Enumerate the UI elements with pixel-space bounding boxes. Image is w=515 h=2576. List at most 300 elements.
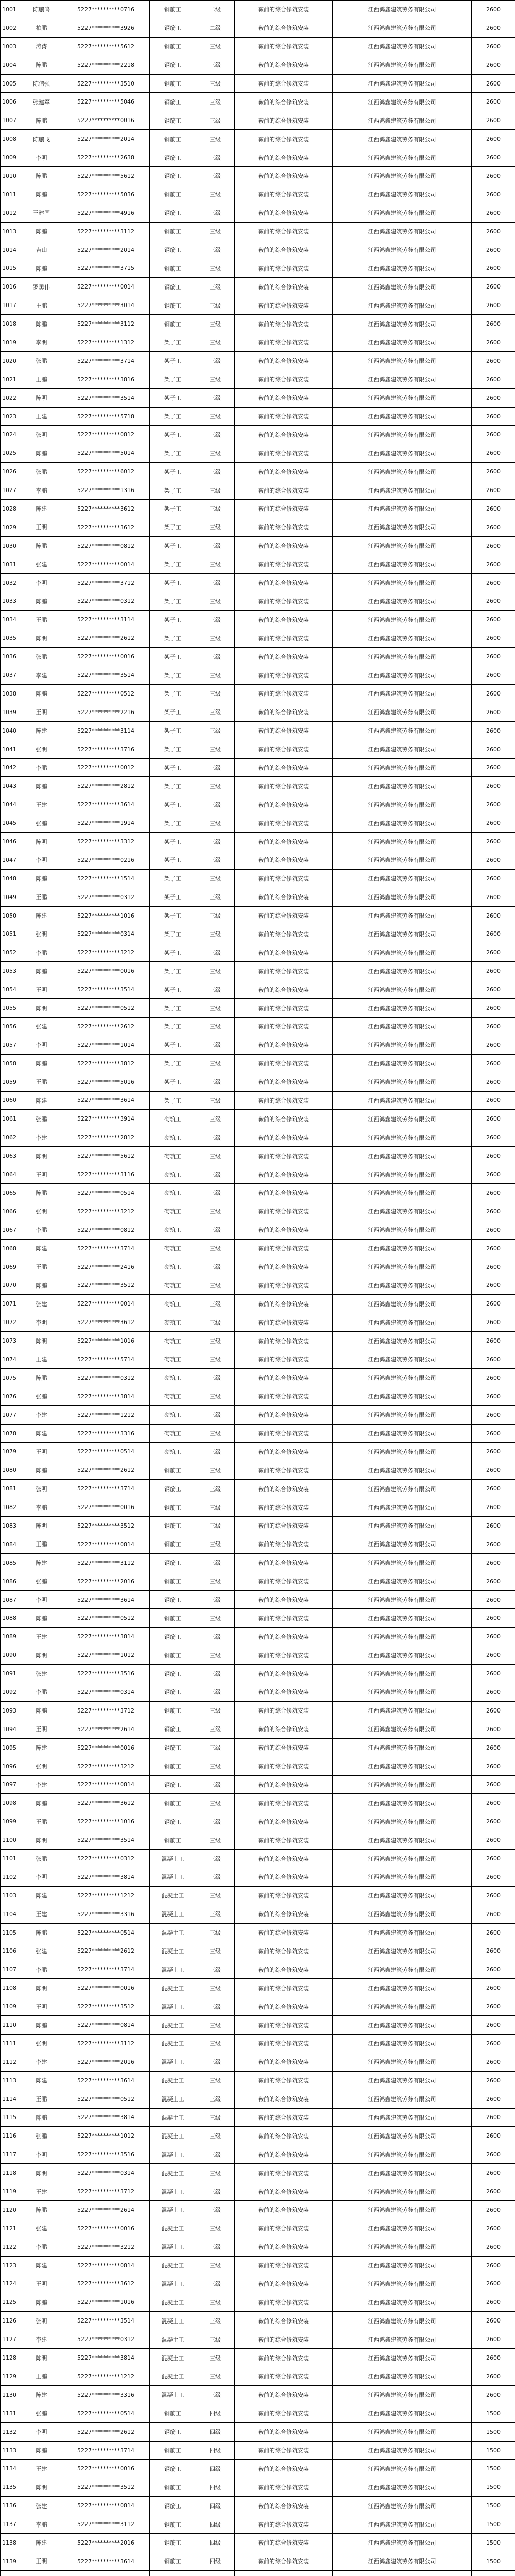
id-number-cell: 5227**********2612 [62, 2422, 150, 2441]
id-number-cell: 5227**********0814 [62, 1535, 150, 1553]
table-row [1, 167, 515, 185]
subsidy-cell: 2600 [472, 1609, 515, 1628]
name-cell: 陈明 [21, 1831, 62, 1850]
name-cell: 陈鹏 [21, 167, 62, 185]
training-program-cell: 鞍前的综合修筑安装 [235, 2404, 333, 2422]
row-number-cell: 1096 [1, 1757, 21, 1775]
row-number-cell: 1128 [1, 2349, 21, 2367]
subsidy-cell: 2600 [472, 1110, 515, 1128]
row-number-cell: 1108 [1, 1979, 21, 1997]
trade-cell: 钢筋工 [150, 241, 196, 259]
subsidy-cell: 2600 [472, 2385, 515, 2404]
id-number-cell: 5227**********1016 [62, 1332, 150, 1350]
row-number-cell: 1126 [1, 2312, 21, 2330]
company-cell: 江西鸿鑫建筑劳务有限公司 [333, 2422, 472, 2441]
training-program-cell: 鞍前的综合修筑安装 [235, 2515, 333, 2534]
trade-cell: 架子工 [150, 573, 196, 592]
name-cell: 陈明 [21, 999, 62, 1018]
training-program-cell: 鞍前的综合修筑安装 [235, 2385, 333, 2404]
name-cell: 李鹏 [21, 481, 62, 500]
trade-cell: 架子工 [150, 740, 196, 758]
name-cell: 张鹏 [21, 648, 62, 666]
grade-cell: 三级 [196, 814, 235, 833]
id-number-cell: 5227**********0016 [62, 962, 150, 980]
name-cell: 陈鹏 [21, 1276, 62, 1295]
trade-cell: 架子工 [150, 906, 196, 925]
row-number-cell: 1103 [1, 1886, 21, 1905]
id-number-cell: 5227**********0814 [62, 2016, 150, 2035]
trade-cell: 钢筋工 [150, 2441, 196, 2460]
name-cell: 陈鹏 [21, 1923, 62, 1942]
grade-cell: 三级 [196, 1886, 235, 1905]
grade-cell: 三级 [196, 56, 235, 74]
name-cell: 张建 [21, 1665, 62, 1683]
grade-cell: 三级 [196, 1368, 235, 1387]
trade-cell: 钢筋工 [150, 1628, 196, 1646]
company-cell: 江西鸿鑫建筑劳务有限公司 [333, 1850, 472, 1868]
grade-cell: 三级 [196, 1165, 235, 1184]
id-number-cell: 5227**********0016 [62, 1738, 150, 1757]
grade-cell: 三级 [196, 740, 235, 758]
grade-cell: 三级 [196, 388, 235, 407]
grade-cell: 三级 [196, 1258, 235, 1276]
subsidy-cell: 2600 [472, 2145, 515, 2164]
trade-cell: 架子工 [150, 833, 196, 851]
subsidy-cell: 2600 [472, 1812, 515, 1831]
name-cell: 陈鹏鸣 [21, 1, 62, 19]
table-row [1, 148, 515, 167]
table-row [1, 611, 515, 629]
subsidy-cell: 1500 [472, 2404, 515, 2422]
name-cell: 罗勇伟 [21, 278, 62, 296]
row-number-cell: 1125 [1, 2293, 21, 2312]
id-number-cell: 5227**********1016 [62, 2293, 150, 2312]
training-program-cell: 鞍前的综合修筑安装 [235, 536, 333, 555]
id-number-cell: 5227**********0016 [62, 111, 150, 130]
company-cell: 江西鸿鑫建筑劳务有限公司 [333, 2349, 472, 2367]
company-cell: 江西鸿鑫建筑劳务有限公司 [333, 1683, 472, 1702]
grade-cell: 四级 [196, 2534, 235, 2552]
trade-cell: 混凝土工 [150, 1942, 196, 1960]
training-program-cell: 鞍前的综合修筑安装 [235, 2441, 333, 2460]
row-number-cell: 1004 [1, 56, 21, 74]
row-number-cell: 1072 [1, 1313, 21, 1332]
trade-cell: 钢筋工 [150, 37, 196, 56]
training-program-cell: 鞍前的综合修筑安装 [235, 851, 333, 869]
row-number-cell: 1094 [1, 1720, 21, 1738]
training-program-cell: 鞍前的综合修筑安装 [235, 1868, 333, 1886]
row-number-cell: 1085 [1, 1553, 21, 1572]
table-row [1, 2441, 515, 2460]
subsidy-cell: 2600 [472, 1128, 515, 1147]
name-cell: 陈明 [21, 2478, 62, 2497]
id-number-cell: 5227**********3116 [62, 1165, 150, 1184]
training-program-cell: 鞍前的综合修筑安装 [235, 684, 333, 703]
training-program-cell: 鞍前的综合修筑安装 [235, 351, 333, 370]
grade-cell: 三级 [196, 185, 235, 204]
grade-cell: 三级 [196, 1535, 235, 1553]
grade-cell: 三级 [196, 2164, 235, 2182]
training-program-cell: 鞍前的综合修筑安装 [235, 1054, 333, 1073]
company-cell: 江西鸿鑫建筑劳务有限公司 [333, 2534, 472, 2552]
id-number-cell: 5227**********0814 [62, 2256, 150, 2275]
trade-cell: 砌筑工 [150, 1332, 196, 1350]
trade-cell [150, 2570, 196, 2576]
trade-cell: 钢筋工 [150, 1535, 196, 1553]
subsidy-cell: 2600 [472, 684, 515, 703]
table-row [1, 1, 515, 19]
trade-cell: 钢筋工 [150, 222, 196, 241]
company-cell: 江西鸿鑫建筑劳务有限公司 [333, 1535, 472, 1553]
id-number-cell: 5227**********2014 [62, 241, 150, 259]
id-number-cell: 5227**********3714 [62, 351, 150, 370]
grade-cell: 三级 [196, 500, 235, 518]
trade-cell: 砌筑工 [150, 1443, 196, 1461]
training-program-cell: 鞍前的综合修筑安装 [235, 1202, 333, 1221]
row-number-cell: 1086 [1, 1572, 21, 1590]
training-program-cell: 鞍前的综合修筑安装 [235, 1609, 333, 1628]
table-row [1, 2478, 515, 2497]
table-row [1, 2385, 515, 2404]
training-program-cell: 鞍前的综合修筑安装 [235, 906, 333, 925]
subsidy-cell: 2600 [472, 2293, 515, 2312]
name-cell: 张明 [21, 2312, 62, 2330]
training-program-cell: 鞍前的综合修筑安装 [235, 1, 333, 19]
subsidy-cell: 2600 [472, 814, 515, 833]
id-number-cell: 5227**********3212 [62, 1202, 150, 1221]
table-row [1, 2071, 515, 2090]
name-cell: 陈明 [21, 833, 62, 851]
company-cell: 江西鸿鑫建筑劳务有限公司 [333, 278, 472, 296]
id-number-cell: 5227**********2216 [62, 703, 150, 721]
trade-cell: 混凝土工 [150, 2164, 196, 2182]
table-row [1, 1960, 515, 1979]
subsidy-cell: 2600 [472, 241, 515, 259]
training-program-cell: 鞍前的综合修筑安装 [235, 463, 333, 481]
subsidy-cell: 2600 [472, 1221, 515, 1239]
id-number-cell [62, 2570, 150, 2576]
table-row [1, 629, 515, 648]
company-cell: 江西鸿鑫建筑劳务有限公司 [333, 2275, 472, 2293]
grade-cell: 三级 [196, 148, 235, 167]
grade-cell: 三级 [196, 1646, 235, 1665]
name-cell: 陈鹏 [21, 592, 62, 611]
company-cell: 江西鸿鑫建筑劳务有限公司 [333, 1701, 472, 1720]
row-number-cell: 1133 [1, 2441, 21, 2460]
company-cell: 江西鸿鑫建筑劳务有限公司 [333, 1147, 472, 1165]
subsidy-cell: 2600 [472, 2071, 515, 2090]
table-row [1, 1628, 515, 1646]
grade-cell: 三级 [196, 111, 235, 130]
table-row [1, 1498, 515, 1517]
trade-cell: 架子工 [150, 721, 196, 740]
training-program-cell: 鞍前的综合修筑安装 [235, 56, 333, 74]
trade-cell: 混凝土工 [150, 2200, 196, 2219]
company-cell: 江西鸿鑫建筑劳务有限公司 [333, 2330, 472, 2349]
training-program-cell: 鞍前的综合修筑安装 [235, 1590, 333, 1609]
training-program-cell: 鞍前的综合修筑安装 [235, 222, 333, 241]
id-number-cell: 5227**********0012 [62, 758, 150, 777]
company-cell: 江西鸿鑫建筑劳务有限公司 [333, 1036, 472, 1054]
worker-roster-rows [1, 1, 515, 2576]
trade-cell: 砌筑工 [150, 1258, 196, 1276]
subsidy-cell: 2600 [472, 869, 515, 888]
row-number-cell: 1099 [1, 1812, 21, 1831]
row-number-cell: 1131 [1, 2404, 21, 2422]
id-number-cell: 5227**********5046 [62, 93, 150, 111]
id-number-cell: 5227**********1016 [62, 1812, 150, 1831]
subsidy-cell: 2600 [472, 56, 515, 74]
id-number-cell: 5227**********2612 [62, 1017, 150, 1036]
row-number-cell: 1067 [1, 1221, 21, 1239]
name-cell: 李鹏 [21, 1960, 62, 1979]
table-row [1, 962, 515, 980]
row-number-cell: 1039 [1, 703, 21, 721]
id-number-cell: 5227**********1212 [62, 1405, 150, 1424]
table-row [1, 999, 515, 1018]
subsidy-cell: 2600 [472, 795, 515, 814]
grade-cell: 三级 [196, 426, 235, 444]
training-program-cell: 鞍前的综合修筑安装 [235, 703, 333, 721]
id-number-cell: 5227**********3514 [62, 980, 150, 999]
training-program-cell: 鞍前的综合修筑安装 [235, 1665, 333, 1683]
row-number-cell: 1009 [1, 148, 21, 167]
training-program-cell: 鞍前的综合修筑安装 [235, 888, 333, 906]
trade-cell: 架子工 [150, 703, 196, 721]
subsidy-cell: 2600 [472, 1147, 515, 1165]
table-row [1, 2460, 515, 2478]
training-program-cell: 鞍前的综合修筑安装 [235, 833, 333, 851]
grade-cell: 三级 [196, 1701, 235, 1720]
training-program-cell: 鞍前的综合修筑安装 [235, 1535, 333, 1553]
trade-cell: 混凝土工 [150, 2349, 196, 2367]
name-cell: 陈鹏 [21, 1184, 62, 1202]
subsidy-cell: 2600 [472, 1665, 515, 1683]
trade-cell: 砌筑工 [150, 1147, 196, 1165]
grade-cell: 三级 [196, 1665, 235, 1683]
company-cell: 江西鸿鑫建筑劳务有限公司 [333, 721, 472, 740]
name-cell: 李建 [21, 1405, 62, 1424]
training-program-cell: 鞍前的综合修筑安装 [235, 1757, 333, 1775]
company-cell: 江西鸿鑫建筑劳务有限公司 [333, 1480, 472, 1498]
row-number-cell: 1024 [1, 426, 21, 444]
training-program-cell: 鞍前的综合修筑安装 [235, 1628, 333, 1646]
id-number-cell: 5227**********2016 [62, 2053, 150, 2071]
table-row [1, 407, 515, 426]
row-number-cell: 1046 [1, 833, 21, 851]
subsidy-cell: 2600 [472, 1017, 515, 1036]
row-number-cell: 1040 [1, 721, 21, 740]
table-row [1, 1184, 515, 1202]
row-number-cell: 1102 [1, 1868, 21, 1886]
grade-cell: 三级 [196, 666, 235, 685]
name-cell: 李建 [21, 2330, 62, 2349]
trade-cell: 混凝土工 [150, 1850, 196, 1868]
grade-cell: 三级 [196, 2200, 235, 2219]
name-cell: 张鹏 [21, 814, 62, 833]
id-number-cell: 5227**********2812 [62, 1128, 150, 1147]
row-number-cell: 1100 [1, 1831, 21, 1850]
id-number-cell: 5227**********1212 [62, 1886, 150, 1905]
training-program-cell: 鞍前的综合修筑安装 [235, 1184, 333, 1202]
grade-cell: 三级 [196, 481, 235, 500]
grade-cell: 三级 [196, 2108, 235, 2127]
subsidy-cell: 2600 [472, 426, 515, 444]
training-program-cell: 鞍前的综合修筑安装 [235, 869, 333, 888]
company-cell: 江西鸿鑫建筑劳务有限公司 [333, 481, 472, 500]
row-number-cell: 1053 [1, 962, 21, 980]
name-cell: 张建 [21, 1017, 62, 1036]
grade-cell: 三级 [196, 573, 235, 592]
id-number-cell: 5227**********1012 [62, 1646, 150, 1665]
trade-cell: 钢筋工 [150, 2534, 196, 2552]
table-row [1, 1332, 515, 1350]
trade-cell: 钢筋工 [150, 1720, 196, 1738]
table-row [1, 1572, 515, 1590]
training-program-cell: 鞍前的综合修筑安装 [235, 1905, 333, 1923]
training-program-cell: 鞍前的综合修筑安装 [235, 407, 333, 426]
training-program-cell: 鞍前的综合修筑安装 [235, 1572, 333, 1590]
subsidy-cell: 2600 [472, 1850, 515, 1868]
name-cell: 陈明 [21, 2349, 62, 2367]
training-program-cell: 鞍前的综合修筑安装 [235, 1738, 333, 1757]
grade-cell: 三级 [196, 1387, 235, 1405]
trade-cell: 架子工 [150, 407, 196, 426]
table-row [1, 2330, 515, 2349]
subsidy-cell: 2600 [472, 592, 515, 611]
grade-cell: 三级 [196, 980, 235, 999]
id-number-cell: 5227**********0312 [62, 2330, 150, 2349]
grade-cell: 三级 [196, 777, 235, 795]
id-number-cell: 5227**********5718 [62, 407, 150, 426]
training-program-cell: 鞍前的综合修筑安装 [235, 1147, 333, 1165]
row-number-cell: 1065 [1, 1184, 21, 1202]
name-cell: 张鹏 [21, 1850, 62, 1868]
subsidy-cell: 2600 [472, 1683, 515, 1702]
name-cell: 王鹏 [21, 2090, 62, 2108]
table-row [1, 185, 515, 204]
row-number-cell: 1122 [1, 2238, 21, 2256]
table-row [1, 2238, 515, 2256]
trade-cell: 钢筋工 [150, 2460, 196, 2478]
id-number-cell: 5227**********5612 [62, 1147, 150, 1165]
subsidy-cell: 2600 [472, 2275, 515, 2293]
trade-cell: 混凝土工 [150, 2053, 196, 2071]
row-number-cell: 1118 [1, 2164, 21, 2182]
name-cell: 陈建 [21, 1091, 62, 1110]
training-program-cell: 鞍前的综合修筑安装 [235, 740, 333, 758]
company-cell: 江西鸿鑫建筑劳务有限公司 [333, 351, 472, 370]
grade-cell: 三级 [196, 1868, 235, 1886]
trade-cell: 钢筋工 [150, 1590, 196, 1609]
row-number-cell: 1112 [1, 2053, 21, 2071]
name-cell: 王建国 [21, 204, 62, 222]
row-number-cell: 1018 [1, 315, 21, 333]
company-cell: 江西鸿鑫建筑劳务有限公司 [333, 1757, 472, 1775]
table-row [1, 1775, 515, 1794]
row-number-cell: 1063 [1, 1147, 21, 1165]
trade-cell: 砌筑工 [150, 1295, 196, 1313]
grade-cell: 三级 [196, 943, 235, 962]
row-number-cell: 1041 [1, 740, 21, 758]
id-number-cell: 5227**********3914 [62, 1110, 150, 1128]
grade-cell: 三级 [196, 2275, 235, 2293]
trade-cell: 钢筋工 [150, 1738, 196, 1757]
training-program-cell: 鞍前的综合修筑安装 [235, 1239, 333, 1258]
company-cell: 江西鸿鑫建筑劳务有限公司 [333, 185, 472, 204]
table-row [1, 758, 515, 777]
row-number-cell: 1101 [1, 1850, 21, 1868]
grade-cell: 三级 [196, 1831, 235, 1850]
training-program-cell: 鞍前的综合修筑安装 [235, 1646, 333, 1665]
table-row [1, 1350, 515, 1369]
subsidy-cell: 2600 [472, 1960, 515, 1979]
company-cell: 江西鸿鑫建筑劳务有限公司 [333, 740, 472, 758]
id-number-cell: 5227**********3514 [62, 1831, 150, 1850]
subsidy-cell: 2600 [472, 2034, 515, 2053]
training-program-cell: 鞍前的综合修筑安装 [235, 370, 333, 388]
row-number-cell: 1029 [1, 518, 21, 536]
row-number-cell: 1117 [1, 2145, 21, 2164]
training-program-cell: 鞍前的综合修筑安装 [235, 333, 333, 352]
company-cell: 江西鸿鑫建筑劳务有限公司 [333, 1997, 472, 2016]
name-cell: 王建 [21, 1350, 62, 1369]
name-cell: 王建 [21, 1905, 62, 1923]
table-row [1, 1054, 515, 1073]
grade-cell: 三级 [196, 1720, 235, 1738]
company-cell: 江西鸿鑫建筑劳务有限公司 [333, 1628, 472, 1646]
name-cell: 李鹏 [21, 1498, 62, 1517]
trade-cell: 架子工 [150, 869, 196, 888]
subsidy-cell: 2600 [472, 2053, 515, 2071]
grade-cell: 三级 [196, 592, 235, 611]
company-cell: 江西鸿鑫建筑劳务有限公司 [333, 370, 472, 388]
row-number-cell: 1043 [1, 777, 21, 795]
training-program-cell: 鞍前的综合修筑安装 [235, 721, 333, 740]
id-number-cell: 5227**********0312 [62, 1368, 150, 1387]
trade-cell: 架子工 [150, 980, 196, 999]
trade-cell: 钢筋工 [150, 19, 196, 37]
id-number-cell: 5227**********3712 [62, 1701, 150, 1720]
id-number-cell: 5227**********3212 [62, 1757, 150, 1775]
trade-cell: 钢筋工 [150, 1572, 196, 1590]
company-cell: 江西鸿鑫建筑劳务有限公司 [333, 1054, 472, 1073]
table-row [1, 2053, 515, 2071]
row-number-cell: 1114 [1, 2090, 21, 2108]
name-cell: 王明 [21, 2275, 62, 2293]
id-number-cell: 5227**********5014 [62, 444, 150, 463]
grade-cell: 三级 [196, 1979, 235, 1997]
company-cell: 江西鸿鑫建筑劳务有限公司 [333, 1812, 472, 1831]
table-row [1, 351, 515, 370]
trade-cell: 架子工 [150, 611, 196, 629]
trade-cell: 架子工 [150, 1036, 196, 1054]
grade-cell: 三级 [196, 1017, 235, 1036]
subsidy-cell: 2600 [472, 833, 515, 851]
row-number-cell: 1091 [1, 1665, 21, 1683]
name-cell: 陈明 [21, 629, 62, 648]
id-number-cell: 5227**********3014 [62, 296, 150, 315]
table-row [1, 222, 515, 241]
grade-cell: 三级 [196, 1997, 235, 2016]
row-number-cell: 1087 [1, 1590, 21, 1609]
table-row [1, 2034, 515, 2053]
id-number-cell: 5227**********1312 [62, 333, 150, 352]
subsidy-cell: 2600 [472, 370, 515, 388]
table-row [1, 1517, 515, 1535]
name-cell: 王明 [21, 518, 62, 536]
subsidy-cell: 2600 [472, 500, 515, 518]
